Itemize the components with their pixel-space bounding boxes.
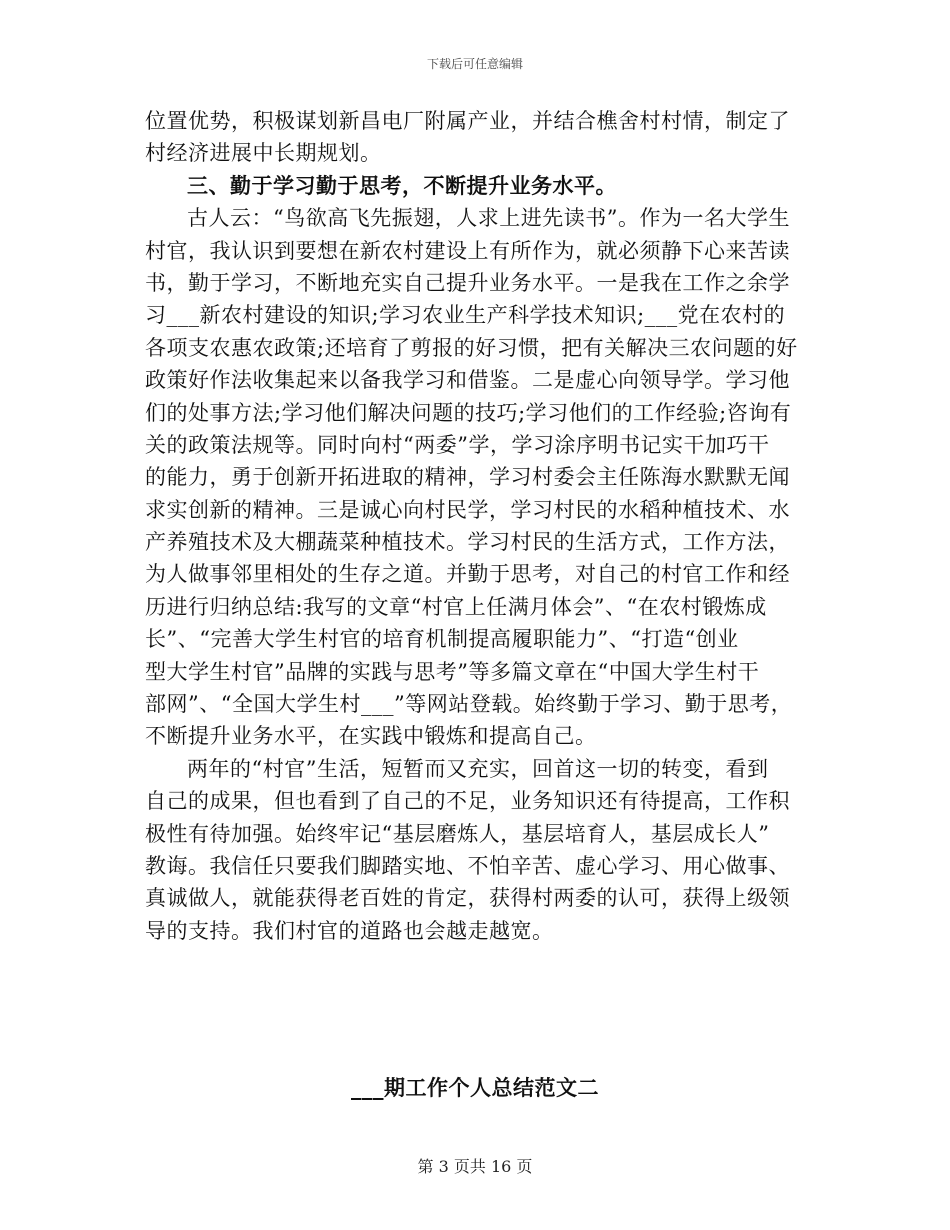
body-line: 型大学生村官”品牌的实践与思考”等多篇文章在“中国大学生村干 [145,659,760,684]
body-line: 古人云：“鸟欲高飞先振翅，人求上进先读书”。作为一名大学生 [187,206,790,231]
body-line: 的能力，勇于创新开拓进取的精神，学习村委会主任陈海水默默无闻 [145,465,790,490]
page-header: 下载后可任意编辑 [426,57,523,71]
body-line: 村经济进展中长期规划。 [145,141,382,166]
body-line: 们的处事方法;学习他们解决问题的技巧;学习他们的工作经验;咨询有 [145,400,792,425]
body-line: 产养殖技术及大棚蔬菜种植技术。学习村民的生活方式，工作方法， [145,530,790,555]
body-line: 自己的成果，但也看到了自己的不足，业务知识还有待提高，工作积 [145,789,790,814]
body-line: 两年的“村官”生活，短暂而又充实，回首这一切的转变，看到 [187,756,769,781]
page-footer: 第 3 页共 16 页 [417,1157,533,1176]
body-line: 教诲。我信任只要我们脚踏实地、不怕辛苦、虚心学习、用心做事、 [145,853,790,878]
body-line: 习___新农村建设的知识;学习农业生产科学技术知识;___党在农村的 [145,303,786,328]
body-line: 极性有待加强。始终牢记“基层磨炼人，基层培育人，基层成长人” [145,821,770,846]
body-line: 历进行归纳总结:我写的文章“村官上任满月体会”、“在农村锻炼成 [145,594,767,619]
body-line: 长”、“完善大学生村官的培育机制提高履职能力”、“打造“创业 [145,627,739,652]
body-line: 书，勤于学习，不断地充实自己提升业务水平。一是我在工作之余学 [145,270,790,295]
section-heading: 三、勤于学习勤于思考，不断提升业务水平。 [187,172,617,198]
body-line: 政策好作法收集起来以备我学习和借鉴。二是虚心向领导学。学习他 [145,368,790,393]
body-line: 不断提升业务水平，在实践中锻炼和提高自己。 [145,724,597,749]
body-line: 求实创新的精神。三是诚心向村民学，学习村民的水稻种植技术、水 [145,497,790,522]
body-line: 为人做事邻里相处的生存之道。并勤于思考，对自己的村官工作和经 [145,562,790,587]
document-title: ___期工作个人总结范文二 [351,1075,599,1100]
body-line: 真诚做人，就能获得老百姓的肯定，获得村两委的认可，获得上级领 [145,886,790,911]
body-line: 村官，我认识到要想在新农村建设上有所作为，就必须静下心来苦读 [145,238,790,263]
body-line: 部网”、“全国大学生村___”等网站登载。始终勤于学习、勤于思考， [145,692,793,717]
body-line: 各项支农惠农政策;还培育了剪报的好习惯，把有关解决三农问题的好 [145,335,798,360]
body-line: 导的支持。我们村官的道路也会越走越宽。 [145,918,554,943]
body-line: 关的政策法规等。同时向村“两委”学，学习涂序明书记实干加巧干 [145,432,770,457]
document-body [145,105,825,947]
body-line: 位置优势，积极谋划新昌电厂附属产业，并结合樵舍村村情，制定了 [145,109,790,133]
